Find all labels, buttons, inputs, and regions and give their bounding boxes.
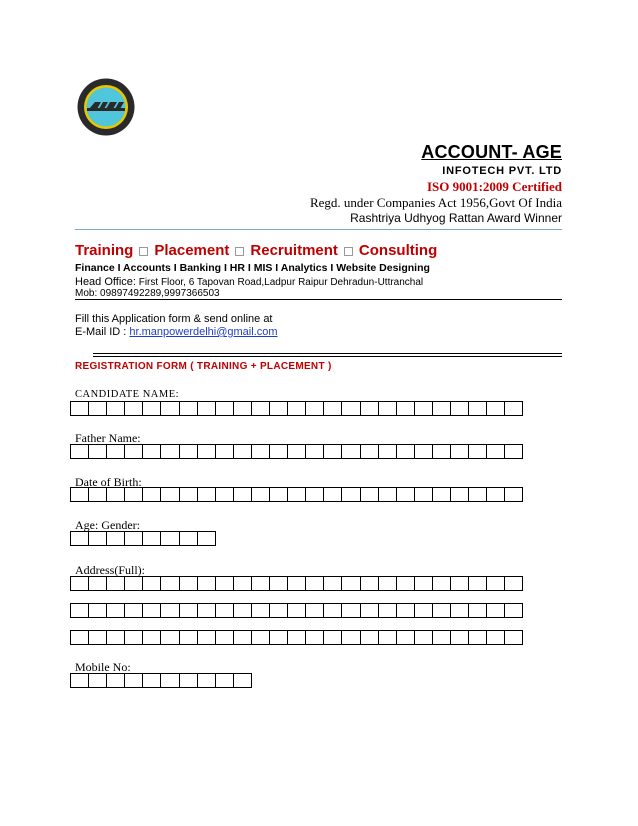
input-box[interactable] (486, 630, 505, 645)
input-box[interactable] (160, 531, 179, 546)
instruction-text: Fill this Application form & send online at (75, 313, 273, 325)
input-box[interactable] (468, 603, 487, 618)
form-divider (93, 353, 562, 357)
input-box[interactable] (251, 487, 270, 502)
input-box[interactable] (396, 576, 415, 591)
input-box[interactable] (341, 576, 360, 591)
separator-box-icon (344, 247, 353, 256)
input-box[interactable] (305, 630, 324, 645)
input-box[interactable] (106, 401, 125, 416)
service-consulting: Consulting (358, 242, 438, 259)
input-box[interactable] (287, 603, 306, 618)
address-boxes-line-3[interactable] (70, 630, 522, 645)
input-box[interactable] (106, 487, 125, 502)
input-box[interactable] (432, 603, 451, 618)
divisions-line: Finance I Accounts I Banking I HR I MIS I Analytics I Website Designing (75, 262, 430, 274)
input-box[interactable] (160, 673, 179, 688)
input-box[interactable] (414, 401, 433, 416)
input-box[interactable] (450, 603, 469, 618)
input-box[interactable] (70, 576, 89, 591)
head-office (75, 276, 423, 288)
input-box[interactable] (179, 531, 198, 546)
input-box[interactable] (305, 401, 324, 416)
input-box[interactable] (197, 673, 216, 688)
head-office-label: Head Office: (75, 276, 136, 288)
input-box[interactable] (88, 576, 107, 591)
input-box[interactable] (179, 487, 198, 502)
input-box[interactable] (142, 531, 161, 546)
input-box[interactable] (269, 487, 288, 502)
input-box[interactable] (378, 630, 397, 645)
dob-label: Date of Birth: (75, 475, 142, 489)
input-box[interactable] (70, 673, 89, 688)
input-box[interactable] (124, 531, 143, 546)
input-box[interactable] (142, 487, 161, 502)
input-box[interactable] (142, 630, 161, 645)
input-box[interactable] (215, 673, 234, 688)
input-box[interactable] (486, 576, 505, 591)
input-box[interactable] (323, 487, 342, 502)
address-boxes-line-2[interactable] (70, 603, 522, 618)
input-box[interactable] (360, 576, 379, 591)
input-box[interactable] (88, 531, 107, 546)
input-box[interactable] (124, 673, 143, 688)
input-box[interactable] (88, 401, 107, 416)
address-label: Address(Full): (75, 563, 145, 577)
input-box[interactable] (360, 630, 379, 645)
head-office-address: First Floor, 6 Tapovan Road,Ladpur Raipur Dehradun-Uttranchal (135, 277, 424, 288)
input-box[interactable] (106, 444, 125, 459)
input-box[interactable] (414, 487, 433, 502)
service-recruitment: Recruitment (250, 242, 338, 259)
input-box[interactable] (450, 487, 469, 502)
input-box[interactable] (106, 603, 125, 618)
input-box[interactable] (468, 576, 487, 591)
input-box[interactable] (450, 401, 469, 416)
service-placement: Placement (154, 242, 230, 259)
company-subtitle: INFOTECH PVT. LTD (442, 165, 562, 177)
company-logo (77, 78, 135, 136)
input-box[interactable] (486, 487, 505, 502)
input-box[interactable] (70, 531, 89, 546)
input-box[interactable] (504, 630, 523, 645)
mobile-boxes[interactable] (70, 673, 251, 688)
input-box[interactable] (468, 487, 487, 502)
input-box[interactable] (70, 401, 89, 416)
input-box[interactable] (251, 401, 270, 416)
input-box[interactable] (124, 603, 143, 618)
dob-boxes[interactable] (70, 487, 522, 502)
input-box[interactable] (360, 487, 379, 502)
input-box[interactable] (124, 487, 143, 502)
input-box[interactable] (341, 630, 360, 645)
input-box[interactable] (88, 444, 107, 459)
input-box[interactable] (88, 673, 107, 688)
input-box[interactable] (468, 630, 487, 645)
input-box[interactable] (88, 630, 107, 645)
registration-note: Regd. under Companies Act 1956,Govt Of India (309, 195, 562, 210)
input-box[interactable] (233, 673, 252, 688)
input-box[interactable] (233, 603, 252, 618)
services-line (75, 242, 437, 259)
input-box[interactable] (341, 401, 360, 416)
input-box[interactable] (432, 630, 451, 645)
iso-certification: ISO 9001:2009 Certified (426, 179, 562, 194)
input-box[interactable] (215, 603, 234, 618)
input-box[interactable] (269, 630, 288, 645)
input-box[interactable] (396, 487, 415, 502)
input-box[interactable] (323, 603, 342, 618)
input-box[interactable] (251, 444, 270, 459)
input-box[interactable] (432, 444, 451, 459)
age-gender-boxes[interactable] (70, 531, 215, 546)
service-training: Training (75, 242, 134, 259)
input-box[interactable] (269, 576, 288, 591)
input-box[interactable] (233, 576, 252, 591)
input-box[interactable] (432, 487, 451, 502)
input-box[interactable] (378, 603, 397, 618)
input-box[interactable] (160, 401, 179, 416)
input-box[interactable] (323, 444, 342, 459)
input-box[interactable] (233, 444, 252, 459)
input-box[interactable] (486, 444, 505, 459)
input-box[interactable] (197, 576, 216, 591)
input-box[interactable] (432, 401, 451, 416)
input-box[interactable] (287, 576, 306, 591)
input-box[interactable] (215, 444, 234, 459)
input-box[interactable] (160, 603, 179, 618)
input-box[interactable] (179, 630, 198, 645)
input-box[interactable] (414, 444, 433, 459)
input-box[interactable] (142, 401, 161, 416)
input-box[interactable] (287, 630, 306, 645)
input-box[interactable] (124, 630, 143, 645)
input-box[interactable] (179, 401, 198, 416)
award-note: Rashtriya Udhyog Rattan Award Winner (350, 211, 562, 225)
input-box[interactable] (360, 444, 379, 459)
input-box[interactable] (323, 576, 342, 591)
input-box[interactable] (106, 630, 125, 645)
input-box[interactable] (197, 630, 216, 645)
input-box[interactable] (215, 487, 234, 502)
input-box[interactable] (88, 603, 107, 618)
input-box[interactable] (504, 487, 523, 502)
input-box[interactable] (215, 401, 234, 416)
input-box[interactable] (106, 673, 125, 688)
input-box[interactable] (124, 444, 143, 459)
input-box[interactable] (142, 673, 161, 688)
input-box[interactable] (396, 401, 415, 416)
candidate-name-label: CANDIDATE NAME: (75, 389, 180, 400)
input-box[interactable] (124, 401, 143, 416)
input-box[interactable] (197, 444, 216, 459)
input-box[interactable] (106, 531, 125, 546)
form-title: REGISTRATION FORM ( TRAINING + PLACEMENT ) (75, 361, 332, 372)
input-box[interactable] (70, 630, 89, 645)
input-box[interactable] (233, 401, 252, 416)
input-box[interactable] (215, 576, 234, 591)
input-box[interactable] (341, 444, 360, 459)
input-box[interactable] (70, 603, 89, 618)
input-box[interactable] (323, 401, 342, 416)
input-box[interactable] (179, 673, 198, 688)
input-box[interactable] (160, 630, 179, 645)
input-box[interactable] (287, 487, 306, 502)
input-box[interactable] (396, 630, 415, 645)
input-box[interactable] (341, 603, 360, 618)
input-box[interactable] (197, 487, 216, 502)
input-box[interactable] (179, 576, 198, 591)
input-box[interactable] (305, 603, 324, 618)
input-box[interactable] (142, 444, 161, 459)
company-name: ACCOUNT- AGE (421, 142, 562, 162)
email-link[interactable]: hr.manpowerdelhi@gmail.com (129, 326, 278, 338)
input-box[interactable] (305, 444, 324, 459)
input-box[interactable] (323, 630, 342, 645)
input-box[interactable] (486, 401, 505, 416)
input-box[interactable] (70, 487, 89, 502)
input-box[interactable] (251, 576, 270, 591)
input-box[interactable] (287, 444, 306, 459)
input-box[interactable] (468, 444, 487, 459)
input-box[interactable] (450, 630, 469, 645)
candidate-name-boxes[interactable] (70, 401, 522, 416)
input-box[interactable] (378, 444, 397, 459)
input-box[interactable] (233, 630, 252, 645)
input-box[interactable] (197, 603, 216, 618)
input-box[interactable] (160, 576, 179, 591)
address-boxes-line-1[interactable] (70, 576, 522, 591)
input-box[interactable] (414, 603, 433, 618)
input-box[interactable] (160, 487, 179, 502)
input-box[interactable] (269, 444, 288, 459)
input-box[interactable] (450, 576, 469, 591)
input-box[interactable] (504, 444, 523, 459)
input-box[interactable] (414, 630, 433, 645)
input-box[interactable] (287, 401, 306, 416)
separator-box-icon (139, 247, 148, 256)
input-box[interactable] (160, 444, 179, 459)
input-box[interactable] (124, 576, 143, 591)
email-line (75, 326, 278, 338)
input-box[interactable] (378, 487, 397, 502)
input-box[interactable] (305, 576, 324, 591)
input-box[interactable] (396, 603, 415, 618)
input-box[interactable] (504, 603, 523, 618)
services-divider (75, 299, 562, 300)
input-box[interactable] (360, 603, 379, 618)
input-box[interactable] (197, 401, 216, 416)
email-label: E-Mail ID : (75, 326, 130, 338)
input-box[interactable] (269, 401, 288, 416)
input-box[interactable] (468, 401, 487, 416)
input-box[interactable] (378, 576, 397, 591)
input-box[interactable] (504, 576, 523, 591)
input-box[interactable] (504, 401, 523, 416)
input-box[interactable] (233, 487, 252, 502)
input-box[interactable] (305, 487, 324, 502)
input-box[interactable] (251, 630, 270, 645)
input-box[interactable] (341, 487, 360, 502)
input-box[interactable] (142, 603, 161, 618)
input-box[interactable] (450, 444, 469, 459)
input-box[interactable] (106, 576, 125, 591)
mobile-label: Mobile No: (75, 660, 131, 674)
father-name-label: Father Name: (75, 431, 141, 445)
input-box[interactable] (197, 531, 216, 546)
input-box[interactable] (360, 401, 379, 416)
father-name-boxes[interactable] (70, 444, 522, 459)
header-divider (75, 229, 562, 230)
input-box[interactable] (70, 444, 89, 459)
separator-box-icon (235, 247, 244, 256)
input-box[interactable] (486, 603, 505, 618)
input-box[interactable] (251, 603, 270, 618)
mobile-numbers: Mob: 09897492289,9997366503 (75, 288, 220, 299)
input-box[interactable] (396, 444, 415, 459)
input-box[interactable] (378, 401, 397, 416)
input-box[interactable] (142, 576, 161, 591)
input-box[interactable] (179, 603, 198, 618)
input-box[interactable] (88, 487, 107, 502)
input-box[interactable] (432, 576, 451, 591)
input-box[interactable] (414, 576, 433, 591)
input-box[interactable] (269, 603, 288, 618)
input-box[interactable] (179, 444, 198, 459)
age-gender-label: Age: Gender: (75, 518, 140, 532)
input-box[interactable] (215, 630, 234, 645)
